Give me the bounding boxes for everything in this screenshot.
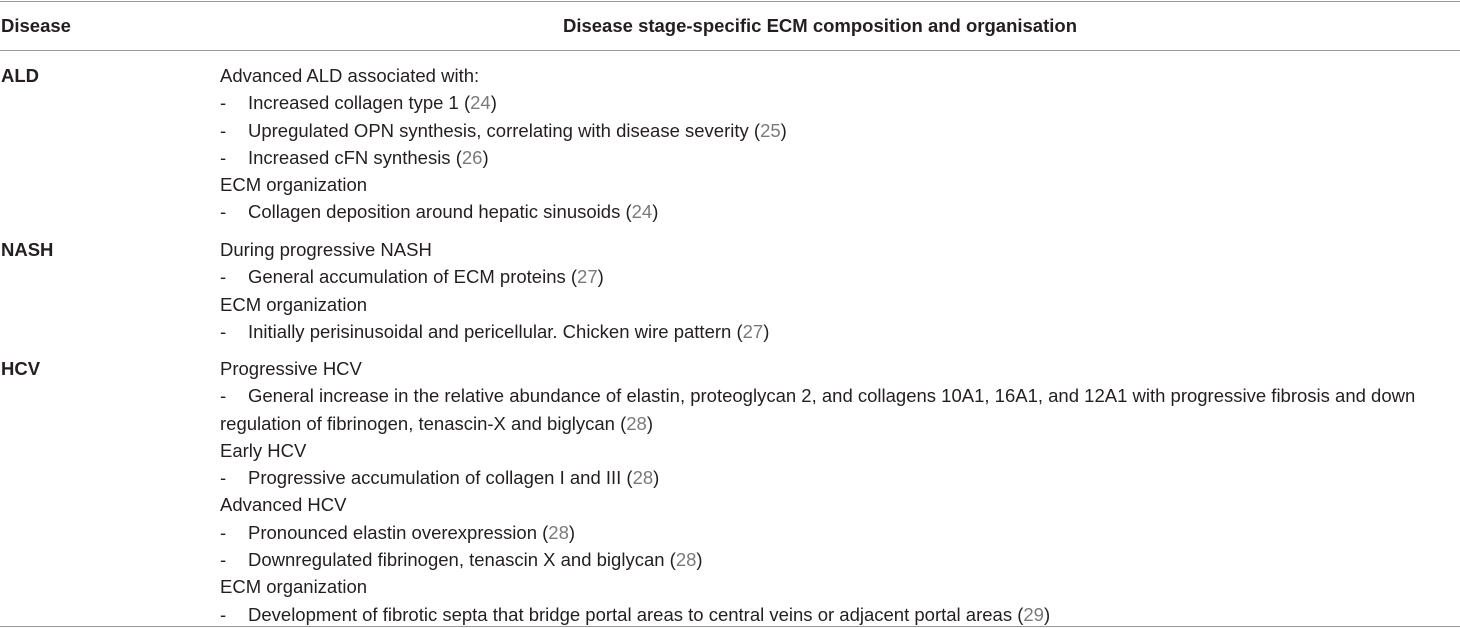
citation-link[interactable]: 28: [675, 549, 697, 571]
bullet-dash: -: [220, 201, 227, 223]
bullet-dash: -: [220, 521, 227, 543]
citation-close: ): [597, 266, 604, 288]
bullet-dash: -: [220, 119, 227, 141]
disease-name: NASH: [1, 239, 54, 260]
stage-heading: Advanced HCV: [220, 494, 347, 516]
bullet-text: Initially perisinusoidal and pericellular. Chicken wire pattern (: [248, 320, 743, 342]
stage-heading: Advanced ALD associated with:: [220, 65, 480, 86]
bullet-text: General increase in the relative abundance of elastin, proteoglycan 2, and collagens 10A1, 16A1, and 12A1 with progressive fibrosis and down regulation of fibrinogen, tenascin-X and biglycan (: [220, 385, 1416, 434]
citation-close: ): [646, 412, 653, 434]
bullet-item: [220, 546, 1450, 573]
stage-heading: Progressive HCV: [220, 358, 362, 379]
bullet-text: Upregulated OPN synthesis, correlating with disease severity (: [248, 119, 761, 141]
bullet-dash: -: [220, 146, 227, 168]
bullet-text: Increased cFN synthesis (: [248, 146, 462, 168]
stage-heading: ECM organization: [220, 293, 368, 315]
bullet-dash: -: [220, 92, 227, 114]
citation-link[interactable]: 28: [626, 412, 647, 434]
citation-close: ): [653, 467, 660, 489]
bullet-item: [220, 263, 1450, 290]
bullet-item: [220, 117, 1450, 144]
bullet-item: [220, 198, 1450, 225]
citation-close: ): [482, 146, 489, 168]
citation-link[interactable]: 29: [1023, 603, 1044, 625]
citation-close: ): [763, 320, 770, 342]
citation-close: ): [780, 119, 787, 141]
citation-link[interactable]: 27: [742, 320, 764, 342]
citation-link[interactable]: 28: [632, 467, 654, 489]
citation-close: ): [1043, 603, 1051, 625]
citation-link[interactable]: 28: [548, 521, 569, 543]
stage-heading: Early HCV: [220, 439, 307, 461]
stage-heading: ECM organization: [220, 576, 368, 598]
citation-close: ): [696, 549, 703, 571]
citation-close: ): [490, 92, 497, 114]
bullet-item: [220, 601, 1450, 628]
bullet-item: [220, 464, 1450, 491]
bullet-item: [220, 318, 1450, 345]
stage-heading: ECM organization: [220, 174, 368, 196]
column-header-disease: Disease: [1, 15, 71, 36]
bullet-text: General accumulation of ECM proteins (: [248, 266, 578, 288]
citation-link[interactable]: 26: [461, 146, 483, 168]
citation-link[interactable]: 24: [631, 201, 653, 223]
citation-close: ): [652, 201, 659, 223]
composition-cell: [220, 62, 1450, 226]
bullet-dash: -: [220, 320, 227, 342]
bullet-text: Downregulated fibrinogen, tenascin X and biglycan (: [248, 549, 676, 571]
bullet-dash: -: [220, 266, 227, 288]
bullet-text: Progressive accumulation of collagen I and III (: [248, 467, 633, 489]
bullet-item: [220, 519, 1450, 546]
bullet-dash: -: [220, 603, 227, 625]
bullet-dash: -: [220, 549, 227, 571]
composition-cell: [220, 355, 1450, 628]
disease-name: HCV: [1, 358, 41, 379]
bullet-text: Development of fibrotic septa that bridge portal areas to central veins or adjacent portal areas (: [248, 603, 1024, 625]
bullet-item: [220, 382, 1450, 437]
disease-name: ALD: [1, 65, 40, 86]
composition-cell: [220, 236, 1450, 345]
bullet-text: Increased collagen type 1 (: [248, 92, 471, 114]
bullet-text: Collagen deposition around hepatic sinusoids (: [248, 201, 632, 223]
bullet-item: [220, 89, 1450, 116]
stage-heading: During progressive NASH: [220, 239, 432, 260]
citation-link[interactable]: 27: [577, 266, 598, 288]
citation-close: ): [568, 521, 576, 543]
bullet-item: [220, 144, 1450, 171]
bullet-dash: -: [220, 385, 227, 407]
bullet-text: Pronounced elastin overexpression (: [248, 521, 549, 543]
citation-link[interactable]: 24: [470, 92, 491, 114]
table-bottom-rule: [0, 626, 1460, 627]
citation-link[interactable]: 25: [760, 119, 781, 141]
bullet-dash: -: [220, 467, 227, 489]
column-header-composition: Disease stage-specific ECM composition and organisation: [562, 15, 1077, 36]
header-separator-rule: [0, 50, 1460, 51]
table-top-rule: [0, 1, 1460, 2]
